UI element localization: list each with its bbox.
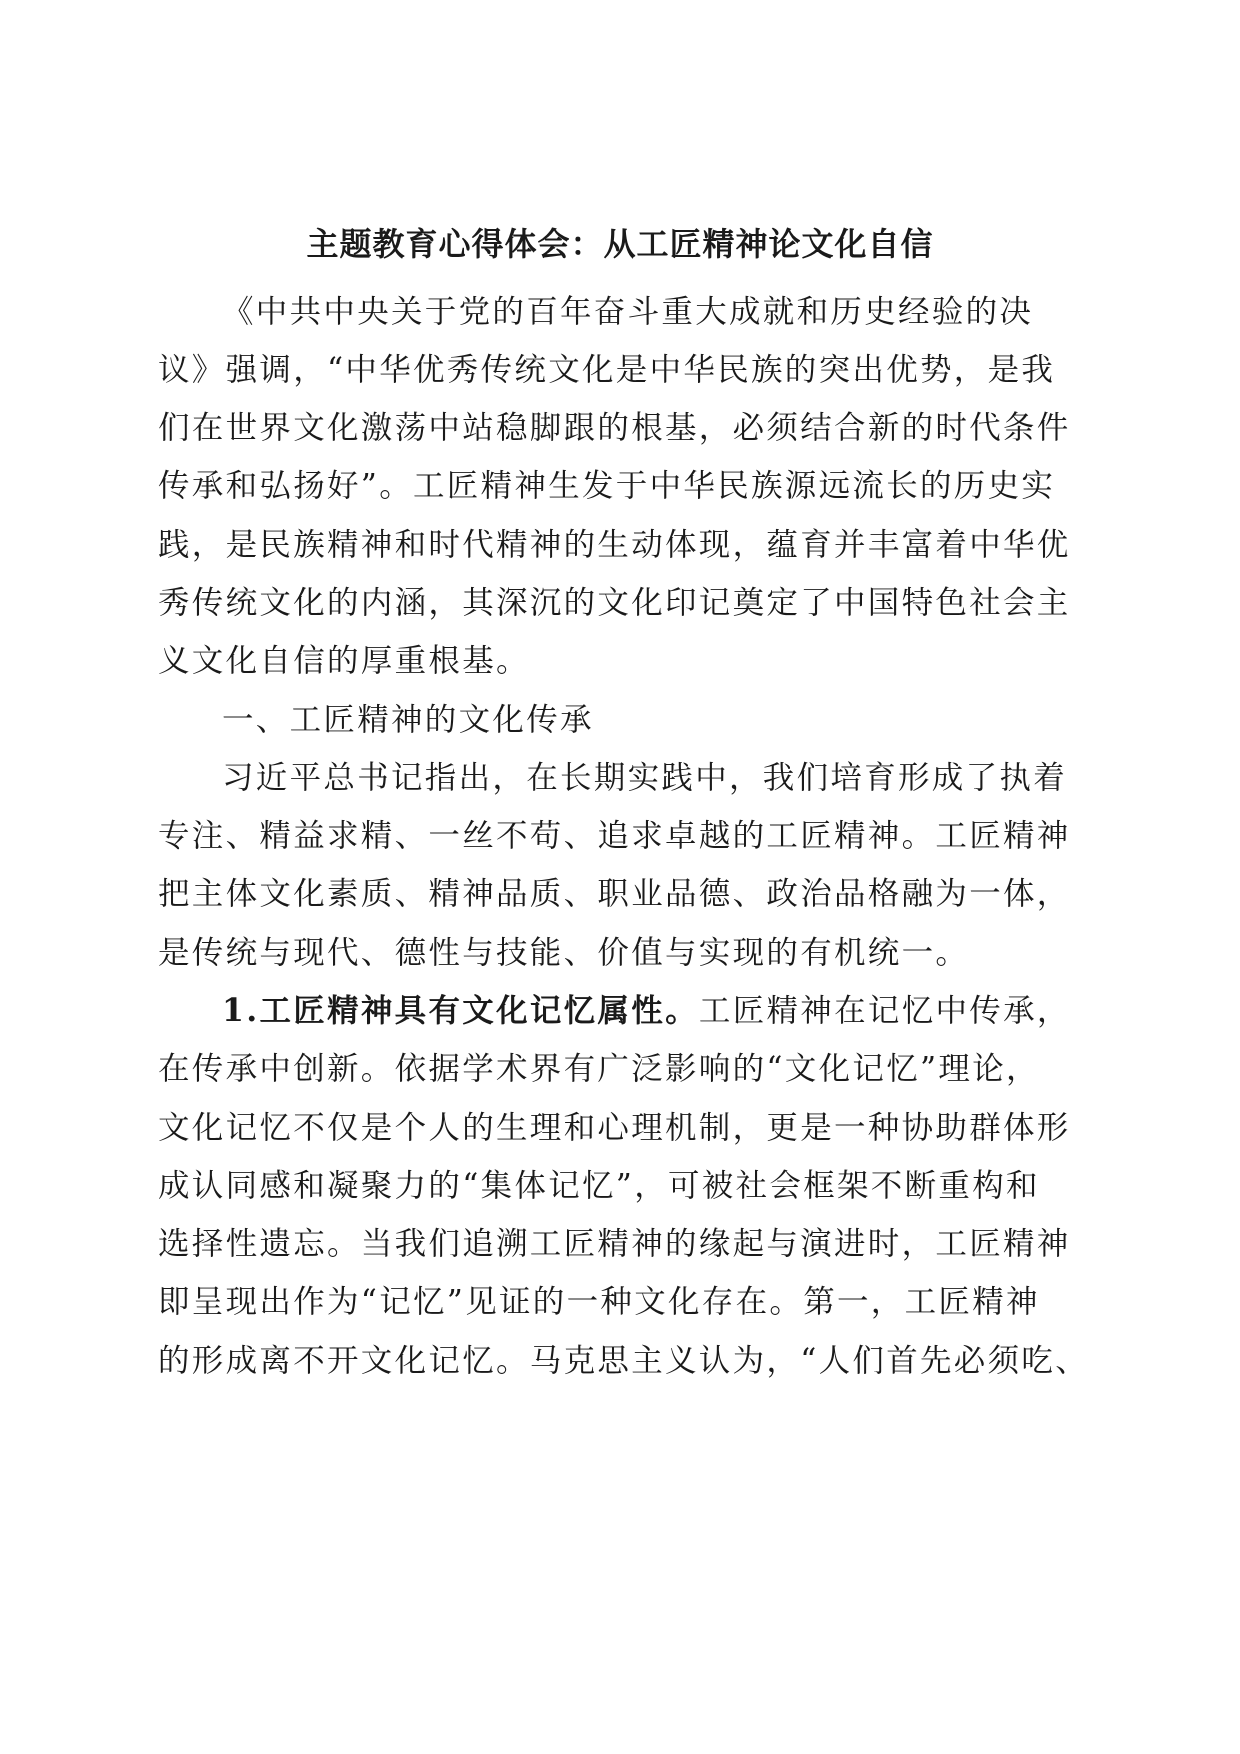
section-heading: 一、工匠精神的文化传承: [222, 702, 594, 738]
paragraph-line: 成认同感和凝聚力的“集体记忆”，可被社会框架不断重构和: [158, 1168, 1040, 1204]
paragraph-line: 的形成离不开文化记忆。马克思主义认为，“人们首先必须吃、: [158, 1343, 1090, 1379]
paragraph-line: 传承和弘扬好”。工匠精神生发于中华民族源远流长的历史实: [158, 468, 1056, 504]
paragraph-line: 即呈现出作为“记忆”见证的一种文化存在。第一，工匠精神: [158, 1284, 1040, 1320]
paragraph-line: 选择性遗忘。当我们追溯工匠精神的缘起与演进时，工匠精神: [158, 1226, 1071, 1262]
paragraph-line: 议》强调，“中华优秀传统文化是中华民族的突出优势，是我: [158, 352, 1056, 388]
paragraph-line: 们在世界文化激荡中站稳脚跟的根基，必须结合新的时代条件: [158, 410, 1071, 446]
paragraph-line: [222, 991, 1071, 1031]
paragraph-line: 《中共中央关于党的百年奋斗重大成就和历史经验的决: [222, 294, 1034, 330]
paragraph-line: 是传统与现代、德性与技能、价值与实现的有机统一。: [158, 935, 970, 971]
document-title: 主题教育心得体会：从工匠精神论文化自信: [306, 225, 934, 263]
paragraph-line: 把主体文化素质、精神品质、职业品德、政治品格融为一体，: [158, 876, 1071, 912]
paragraph-line: 专注、精益求精、一丝不苟、追求卓越的工匠精神。工匠精神: [158, 818, 1071, 854]
paragraph-line: 践，是民族精神和时代精神的生动体现，蕴育并丰富着中华优: [158, 527, 1071, 563]
paragraph-text: 工匠精神在记忆中传承，: [698, 993, 1071, 1029]
bold-lead: 1.工匠精神具有文化记忆属性。: [222, 992, 699, 1029]
paragraph-line: 文化记忆不仅是个人的生理和心理机制，更是一种协助群体形: [158, 1110, 1071, 1146]
paragraph-line: 在传承中创新。依据学术界有广泛影响的“文化记忆”理论，: [158, 1051, 1040, 1087]
paragraph-line: 义文化自信的厚重根基。: [158, 643, 530, 679]
paragraph-line: 习近平总书记指出，在长期实践中，我们培育形成了执着: [222, 760, 1068, 796]
paragraph-line: 秀传统文化的内涵，其深沉的文化印记奠定了中国特色社会主: [158, 585, 1071, 621]
